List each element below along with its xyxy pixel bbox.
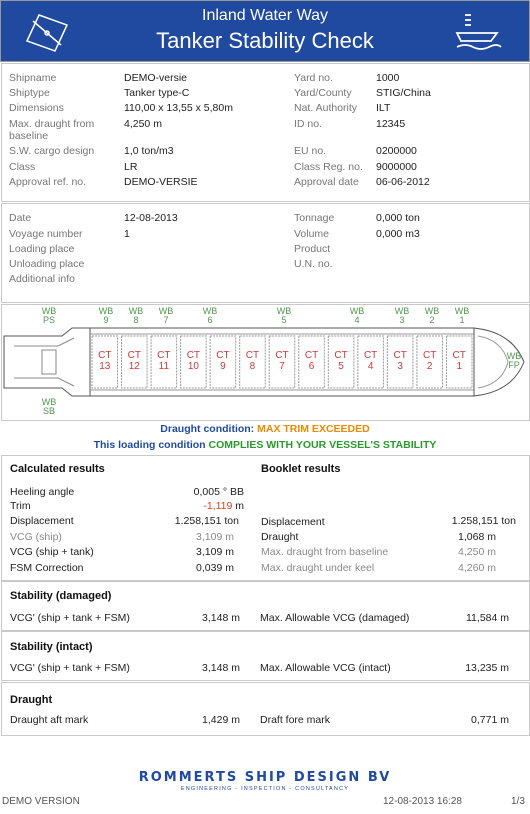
cargo-tank-label: CT 1 xyxy=(452,350,466,372)
yard-no-value: 1000 xyxy=(376,72,400,84)
heeling-angle-label: Heeling angle xyxy=(10,486,75,498)
cargo-tank-label: CT 11 xyxy=(157,350,171,372)
draught-fore-value: 0,771 m xyxy=(471,714,509,726)
displacement-label: Displacement xyxy=(10,515,74,527)
max-draught-value: 4,250 m xyxy=(124,118,162,130)
product-label: Product xyxy=(294,243,331,255)
calculated-results-title: Calculated results xyxy=(10,463,105,475)
wb-tank-label: WB 2 xyxy=(424,306,440,325)
approval-ref-label: Approval ref. no. xyxy=(9,176,87,188)
intact-allowable-label: Max. Allowable VCG (intact) xyxy=(260,662,391,674)
loading-condition-status: COMPLIES WITH YOUR VESSEL'S STABILITY xyxy=(208,439,437,451)
company-name: ROMMERTS SHIP DESIGN BV xyxy=(138,770,392,785)
trim-unit: m xyxy=(235,500,244,512)
vcg-tank-value: 3,109 m xyxy=(196,546,234,558)
wb-tank-label: WB 5 xyxy=(276,306,292,325)
booklet-draught-label: Draught xyxy=(261,531,299,543)
wb-tank-label: WB 4 xyxy=(349,306,365,325)
approval-ref-value: DEMO-VERSIE xyxy=(124,176,198,188)
stability-intact-title: Stability (intact) xyxy=(10,641,93,653)
draught-fore-label: Draft fore mark xyxy=(260,714,331,726)
date-value: 12-08-2013 xyxy=(124,212,178,224)
wb-tank-label: WB 7 xyxy=(158,306,174,325)
intact-vcg-label: VCG' (ship + tank + FSM) xyxy=(10,662,130,674)
class-reg-label: Class Reg. no. xyxy=(294,161,363,173)
draught-title: Draught xyxy=(10,694,53,706)
page-title: Tanker Stability Check xyxy=(156,28,374,53)
class-value: LR xyxy=(124,161,138,173)
damaged-allowable-label: Max. Allowable VCG (damaged) xyxy=(260,612,410,624)
draught-section xyxy=(1,682,530,736)
wb-fp-label: WB FP xyxy=(506,351,522,370)
id-no-value: 12345 xyxy=(376,118,406,130)
company-tagline: ENGINEERING - INSPECTION - CONSULTANCY xyxy=(180,786,350,792)
nat-authority-value: ILT xyxy=(376,102,391,114)
nat-authority-label: Nat. Authority xyxy=(294,102,358,114)
fsm-value: 0,039 m xyxy=(196,562,234,574)
wb-sb-label: WB SB xyxy=(41,397,57,416)
wb-tank-label: WB 3 xyxy=(394,306,410,325)
eu-no-value: 0200000 xyxy=(376,145,417,157)
date-label: Date xyxy=(9,212,32,224)
displacement-value: 1.258,151 ton xyxy=(174,515,239,527)
trim-label: Trim xyxy=(10,500,31,512)
max-draught-label: Max. draught from baseline xyxy=(9,118,95,142)
yard-county-value: STIG/China xyxy=(376,87,431,99)
voyage-number-label: Voyage number xyxy=(9,228,83,240)
volume-value: 0,000 m3 xyxy=(376,228,420,240)
report-header xyxy=(0,0,530,62)
vcg-tank-label: VCG (ship + tank) xyxy=(10,546,94,558)
draught-condition-status: MAX TRIM EXCEEDED xyxy=(257,423,370,435)
cargo-tank-label: CT 7 xyxy=(275,350,289,372)
vcg-ship-label: VCG (ship) xyxy=(10,531,62,543)
booklet-results-title: Booklet results xyxy=(261,463,341,475)
class-reg-value: 9000000 xyxy=(376,161,417,173)
heeling-angle-value: 0,005 ° BB xyxy=(193,486,244,498)
page-number: 1/3 xyxy=(511,796,525,807)
cargo-tank-label: CT 6 xyxy=(304,350,319,372)
demo-version: DEMO VERSION xyxy=(2,796,80,807)
cargo-tank-label: CT 2 xyxy=(423,350,437,372)
loading-place-label: Loading place xyxy=(9,243,75,255)
trim-value xyxy=(203,500,244,512)
stability-damaged-title: Stability (damaged) xyxy=(10,590,112,602)
voyage-number-value: 1 xyxy=(124,228,130,240)
company-logo xyxy=(0,770,530,792)
loading-condition xyxy=(0,439,530,451)
class-label: Class xyxy=(9,161,36,173)
cargo-tank-label: CT 3 xyxy=(393,350,407,372)
title-line1: Inland Water Way xyxy=(202,7,328,24)
loading-condition-prefix: This loading condition xyxy=(93,439,206,451)
tonnage-label: Tonnage xyxy=(294,212,335,224)
draught-aft-value: 1,429 m xyxy=(202,714,240,726)
voyage-info-section xyxy=(1,203,530,303)
max-draught-baseline-value: 4,250 m xyxy=(458,546,496,558)
yard-county-label: Yard/County xyxy=(294,87,352,99)
damaged-vcg-value: 3,148 m xyxy=(202,612,240,624)
wb-ps-label: WB PS xyxy=(41,306,57,325)
draught-condition-prefix: Draught condition: xyxy=(160,423,255,435)
draught-aft-label: Draught aft mark xyxy=(10,714,89,726)
trim-number: -1,119 xyxy=(203,500,233,512)
booklet-draught-value: 1,068 m xyxy=(458,531,496,543)
volume-label: Volume xyxy=(294,228,330,240)
cargo-tank-label: CT 12 xyxy=(127,350,141,372)
cargo-design-label: S.W. cargo design xyxy=(9,145,95,157)
draught-condition xyxy=(0,423,530,435)
approval-date-value: 06-06-2012 xyxy=(376,176,430,188)
wb-tank-label: WB 1 xyxy=(454,306,470,325)
max-draught-keel-label: Max. draught under keel xyxy=(261,562,375,574)
wb-tank-label: WB 6 xyxy=(202,306,218,325)
additional-info-label: Additional info xyxy=(9,273,75,285)
yard-no-label: Yard no. xyxy=(294,72,333,84)
cargo-design-value: 1,0 ton/m3 xyxy=(124,145,174,157)
fsm-label: FSM Correction xyxy=(10,562,84,574)
cargo-tank-label: CT 10 xyxy=(186,350,201,372)
dimensions-label: Dimensions xyxy=(9,102,64,114)
cargo-tank-label: CT 4 xyxy=(363,350,378,372)
intact-vcg-value: 3,148 m xyxy=(202,662,240,674)
cargo-tank-label: CT 9 xyxy=(216,350,230,372)
id-no-label: ID no. xyxy=(294,118,323,130)
un-no-label: U.N. no. xyxy=(294,258,333,270)
max-draught-keel-value: 4,260 m xyxy=(458,562,496,574)
shiptype-label: Shiptype xyxy=(9,87,50,99)
shiptype-value: Tanker type-C xyxy=(124,87,190,99)
approval-date-label: Approval date xyxy=(294,176,359,188)
shipname-value: DEMO-versie xyxy=(124,72,188,84)
tonnage-value: 0,000 ton xyxy=(376,212,420,224)
damaged-allowable-value: 11,584 m xyxy=(466,612,509,624)
vcg-ship-value: 3,109 m xyxy=(196,531,234,543)
booklet-displacement-value: 1.258,151 ton xyxy=(451,515,516,527)
cargo-tank-label: CT 5 xyxy=(334,350,348,372)
wb-tank-label: WB 8 xyxy=(128,306,144,325)
dimensions-value: 110,00 x 13,55 x 5,80m xyxy=(124,102,233,114)
tank-layout-diagram xyxy=(2,306,528,418)
shipname-label: Shipname xyxy=(9,72,57,84)
damaged-vcg-label: VCG' (ship + tank + FSM) xyxy=(10,612,130,624)
booklet-displacement-label: Displacement xyxy=(261,516,325,528)
max-draught-baseline-label: Max. draught from baseline xyxy=(261,546,389,558)
eu-no-label: EU no. xyxy=(294,145,327,157)
print-timestamp: 12-08-2013 16:28 xyxy=(383,796,462,807)
cargo-tank-label: CT 8 xyxy=(245,350,260,372)
wb-tank-label: WB 9 xyxy=(98,306,114,325)
cargo-tank-label: CT 13 xyxy=(98,350,112,372)
intact-allowable-value: 13,235 m xyxy=(465,662,509,674)
unloading-place-label: Unloading place xyxy=(9,258,85,270)
